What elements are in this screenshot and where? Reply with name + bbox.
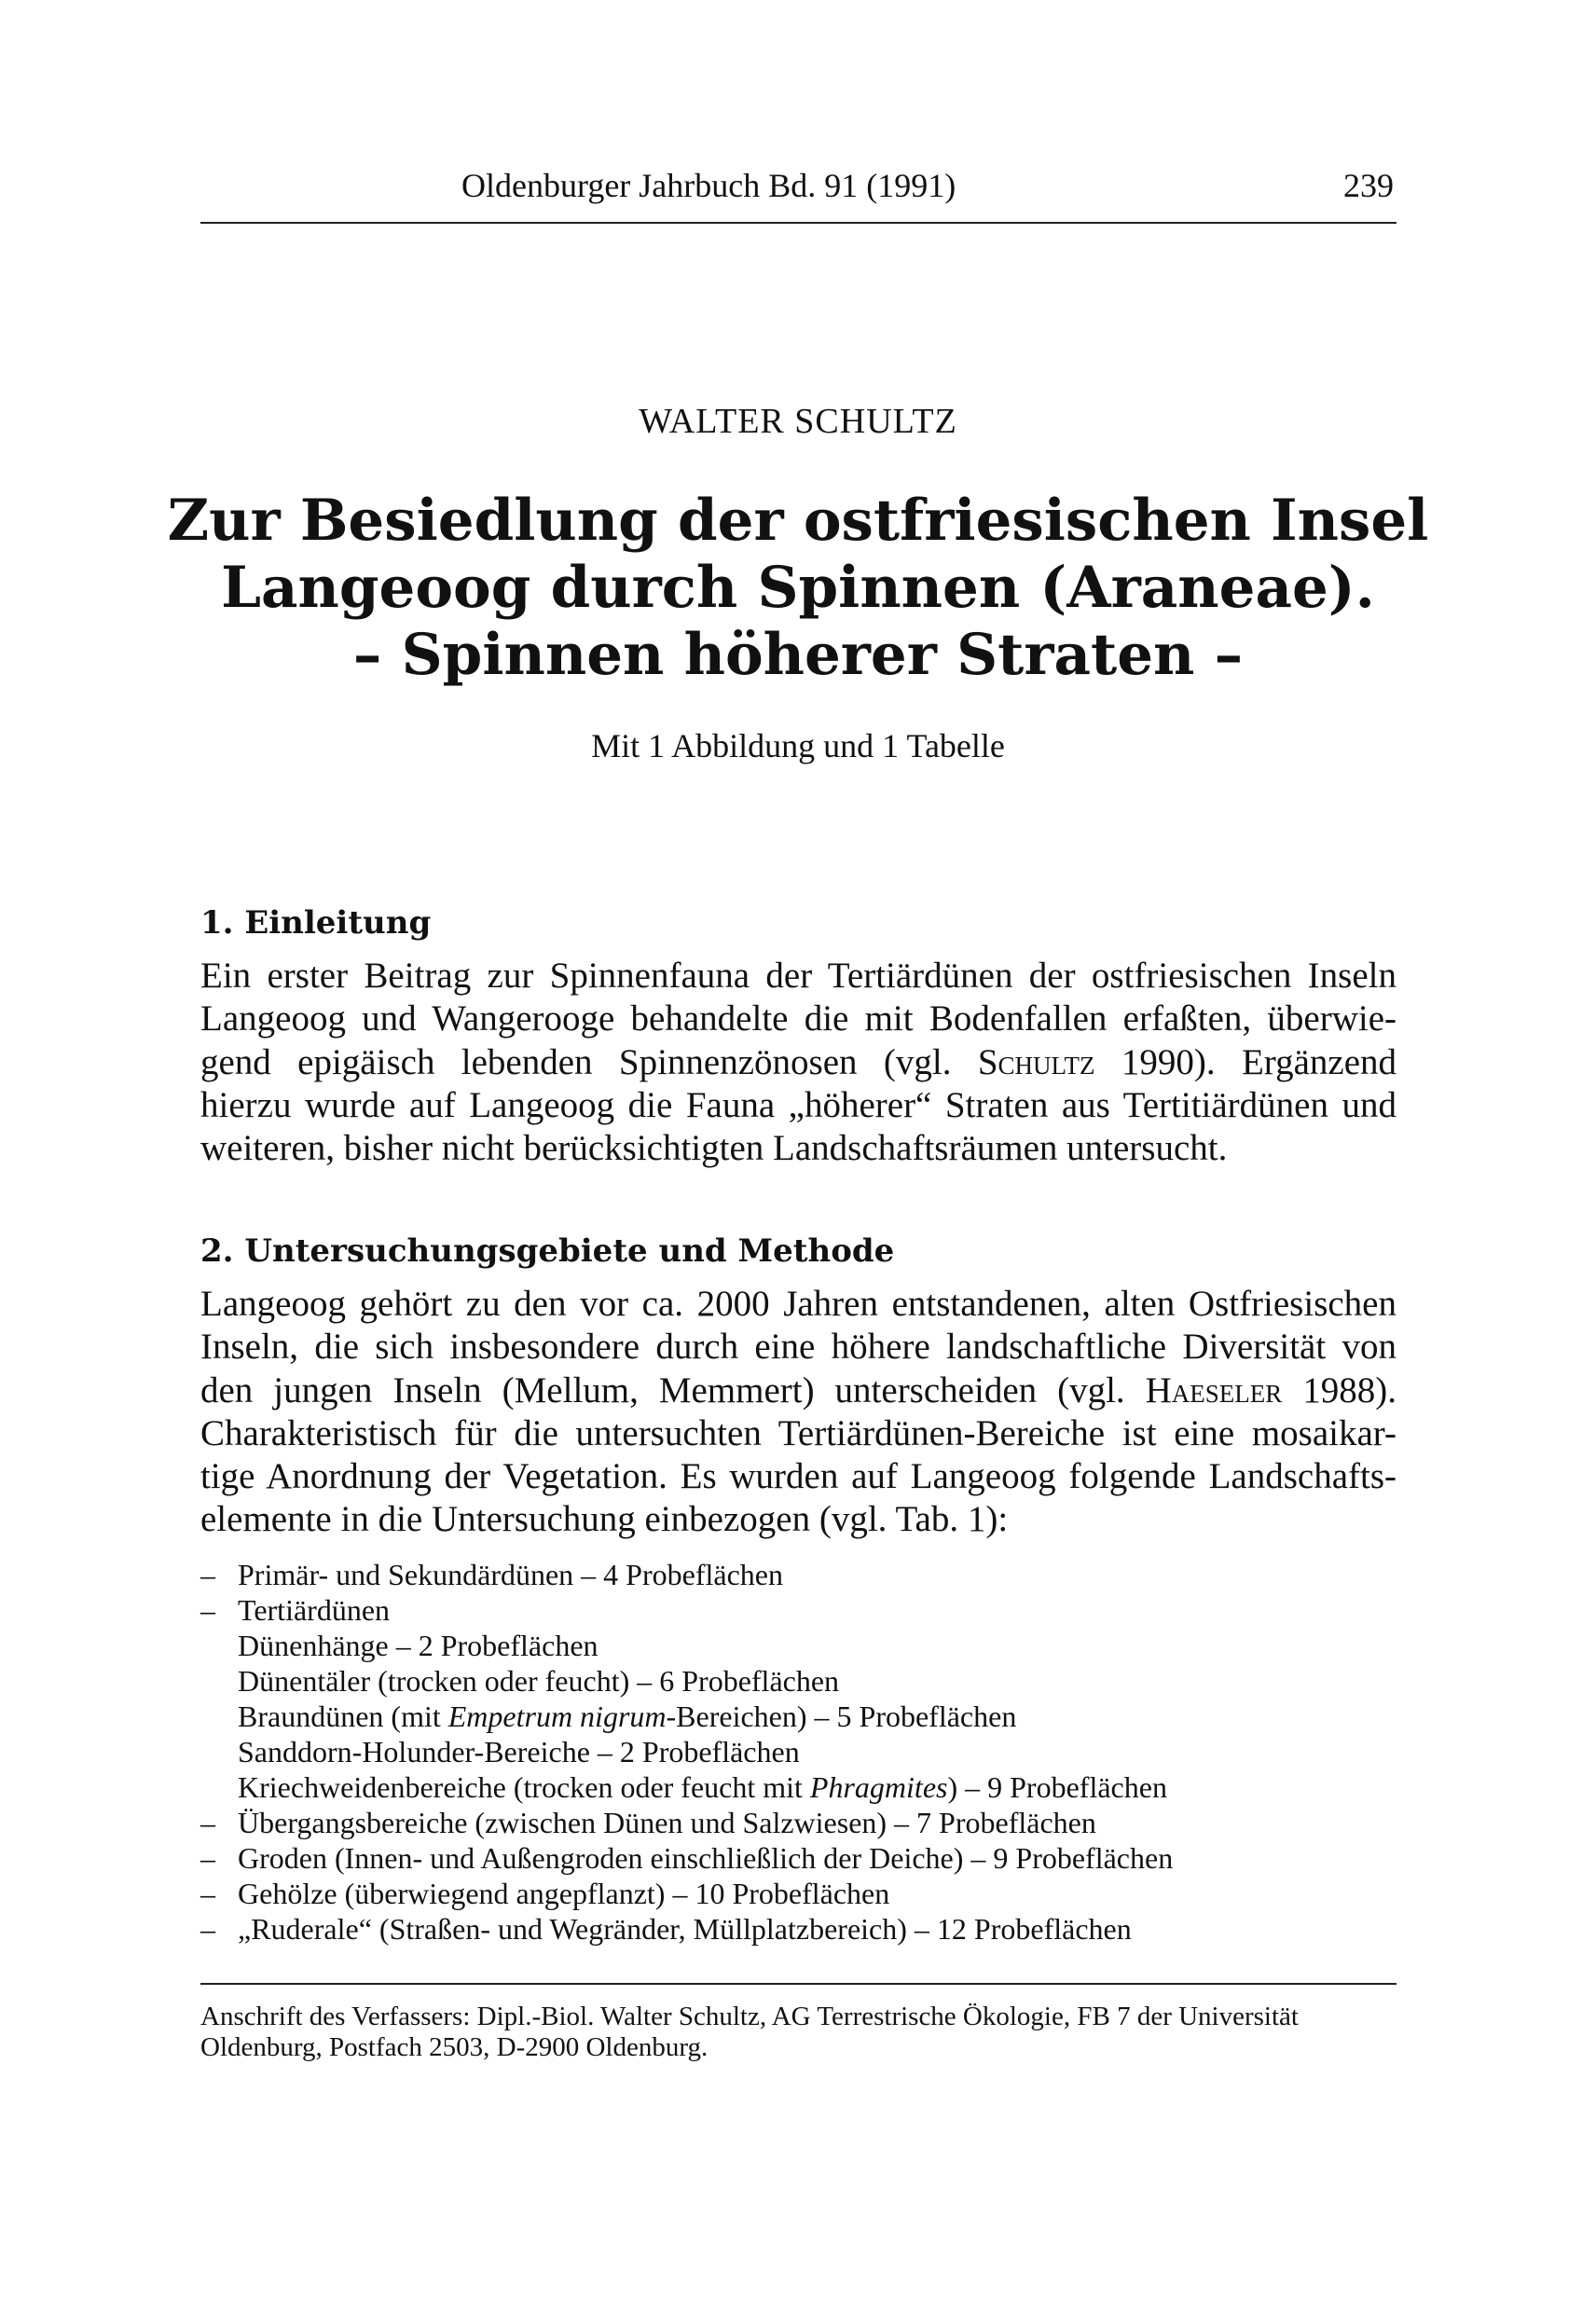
text-line: tige Anordnung der Vegetation. Es wurden auf Langeoog folgende Landschafts- xyxy=(200,1456,1396,1497)
footnote-line: Anschrift des Verfassers: Dipl.-Biol. Walter Schultz, AG Terrestrische Ökologie, FB 7 der Universität xyxy=(200,2002,1299,2031)
list-item: – „Ruderale“ (Straßen- und Wegränder, Müllplatzbereich) – 12 Probeflächen xyxy=(200,1912,1132,1946)
text-line: Langeoog und Wangerooge behandelte die mit Bodenfallen erfaßten, überwie- xyxy=(200,998,1396,1039)
sub-list-item: Kriechweidenbereiche (trocken oder feucht mit Phragmites) – 9 Probeflächen xyxy=(238,1770,1167,1804)
text-line: Ein erster Beitrag zur Spinnenfauna der Tertiärdünen der ostfriesischen Inseln xyxy=(200,956,1396,996)
author-address-footnote xyxy=(200,2002,1396,2063)
title-line: Langeoog durch Spinnen (Araneae). xyxy=(221,555,1375,621)
list-item: – Tertiärdünen xyxy=(200,1593,391,1627)
text-line: Charakteristisch für die untersuchten Tertiärdünen-Bereiche ist eine mosaikar- xyxy=(200,1412,1396,1453)
sub-list-item: Braundünen (mit Empetrum nigrum-Bereichen) – 5 Probeflächen xyxy=(238,1700,1017,1733)
text-line: gend epigäisch lebenden Spinnenzönosen (vgl. Schultz 1990). Ergänzend xyxy=(200,1041,1397,1082)
footnote-line: Oldenburg, Postfach 2503, D-2900 Oldenburg. xyxy=(200,2032,709,2062)
text-line: Inseln, die sich insbesondere durch eine höhere landschaftliche Diversität von xyxy=(200,1327,1396,1368)
header-rule xyxy=(200,222,1396,224)
text-line: weiteren, bisher nicht berücksichtigten Landschaftsräumen untersucht. xyxy=(200,1128,1228,1169)
sub-list-item: Sanddorn-Holunder-Bereiche – 2 Probeflächen xyxy=(238,1735,800,1768)
illustrations-note: Mit 1 Abbildung und 1 Tabelle xyxy=(591,727,1005,764)
citation-author: Haeseler xyxy=(1145,1369,1283,1411)
text-line: hierzu wurde auf Langeoog die Fauna „höherer“ Straten aus Tertitiärdünen und xyxy=(200,1084,1396,1125)
taxon-name: Phragmites xyxy=(809,1770,948,1804)
list-item: – Primär- und Sekundärdünen – 4 Probeflächen xyxy=(200,1558,783,1591)
citation-author: Schultz xyxy=(977,1041,1095,1082)
landscape-elements-list xyxy=(200,1557,1396,1947)
footnote-rule xyxy=(200,1983,1396,1985)
title-line: Zur Besiedlung der ostfriesischen Insel xyxy=(167,488,1429,554)
list-item: – Groden (Innen- und Außengroden einschließlich der Deiche) – 9 Probeflächen xyxy=(200,1841,1174,1875)
page-number: 239 xyxy=(1343,167,1394,204)
section-heading-untersuchungsgebiete: 2. Untersuchungsgebiete und Methode xyxy=(200,1232,895,1270)
title-line: – Spinnen höherer Straten – xyxy=(352,622,1244,688)
list-item: – Gehölze (überwiegend angepflanzt) – 10 Probeflächen xyxy=(200,1877,890,1910)
text-line: elemente in die Untersuchung einbezogen (vgl. Tab. 1): xyxy=(200,1499,1009,1540)
journal-reference: Oldenburger Jahrbuch Bd. 91 (1991) xyxy=(461,167,956,204)
text-line: den jungen Inseln (Mellum, Memmert) unterscheiden (vgl. Haeseler 1988). xyxy=(200,1369,1397,1411)
sub-list-item: Dünentäler (trocken oder feucht) – 6 Probeflächen xyxy=(238,1664,840,1698)
text-line: Langeoog gehört zu den vor ca. 2000 Jahren entstandenen, alten Ostfriesischen xyxy=(200,1284,1396,1324)
paragraph-untersuchungsgebiete xyxy=(200,1283,1396,1542)
author-name: WALTER SCHULTZ xyxy=(639,402,957,441)
running-head xyxy=(200,166,1394,205)
article-title xyxy=(0,488,1596,689)
list-item: – Übergangsbereiche (zwischen Dünen und Salzwiesen) – 7 Probeflächen xyxy=(200,1806,1096,1839)
sub-list-item: Dünenhänge – 2 Probeflächen xyxy=(238,1629,598,1662)
paragraph-einleitung xyxy=(200,955,1396,1170)
section-heading-einleitung: 1. Einleitung xyxy=(200,904,432,942)
taxon-name: Empetrum nigrum xyxy=(447,1700,667,1733)
